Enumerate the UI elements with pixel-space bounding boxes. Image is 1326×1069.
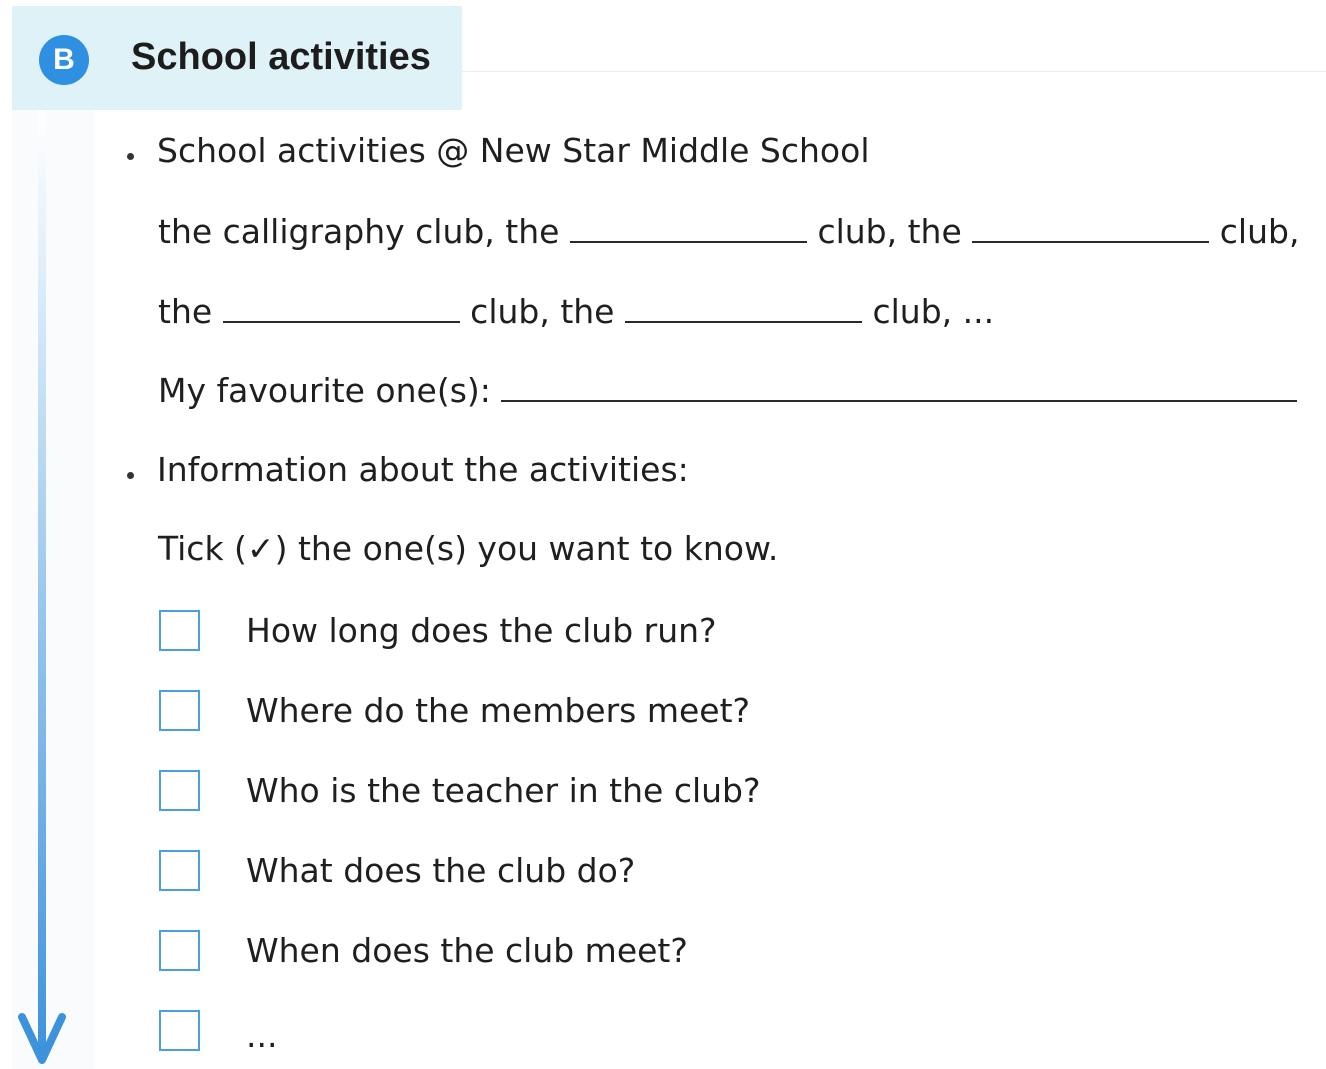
club-blank-3[interactable] xyxy=(223,291,460,323)
option-checkbox-1[interactable] xyxy=(159,610,200,651)
club-blank-2[interactable] xyxy=(972,211,1209,243)
header-divider xyxy=(462,71,1326,72)
option-label-3: Who is the teacher in the club? xyxy=(246,771,761,810)
tick-instruction: Tick (✓) the one(s) you want to know. xyxy=(158,529,779,568)
option-label-5: When does the club meet? xyxy=(246,931,688,970)
club-blank-1[interactable] xyxy=(570,211,807,243)
option-label-6: ... xyxy=(246,1016,278,1055)
down-arrow-icon xyxy=(0,0,90,1069)
option-checkbox-4[interactable] xyxy=(159,850,200,891)
option-label-2: Where do the members meet? xyxy=(246,691,751,730)
option-label-4: What does the club do? xyxy=(246,851,636,890)
line1-text-1: the calligraphy club, the xyxy=(158,212,560,251)
line1-text-3: club, xyxy=(1219,212,1300,251)
club-blanks-line-2 xyxy=(158,291,994,332)
favourite-line xyxy=(158,370,1297,411)
option-label-1: How long does the club run? xyxy=(246,611,717,650)
favourite-blank[interactable] xyxy=(501,370,1297,402)
bullet-point xyxy=(127,472,134,479)
section-letter-badge: B xyxy=(39,35,89,85)
line2-text-3: club, ... xyxy=(872,292,995,331)
line2-text-1: the xyxy=(158,292,213,331)
option-checkbox-5[interactable] xyxy=(159,930,200,971)
bullet-heading-school-activities: School activities @ New Star Middle School xyxy=(157,131,870,170)
option-checkbox-3[interactable] xyxy=(159,770,200,811)
section-title: School activities xyxy=(131,36,431,78)
bullet-heading-information: Information about the activities: xyxy=(157,450,689,489)
line2-text-2: club, the xyxy=(470,292,615,331)
club-blanks-line-1 xyxy=(158,211,1299,252)
favourite-label: My favourite one(s): xyxy=(158,371,491,410)
club-blank-4[interactable] xyxy=(625,291,862,323)
bullet-point xyxy=(127,153,134,160)
line1-text-2: club, the xyxy=(817,212,962,251)
option-checkbox-6[interactable] xyxy=(159,1010,200,1051)
option-checkbox-2[interactable] xyxy=(159,690,200,731)
